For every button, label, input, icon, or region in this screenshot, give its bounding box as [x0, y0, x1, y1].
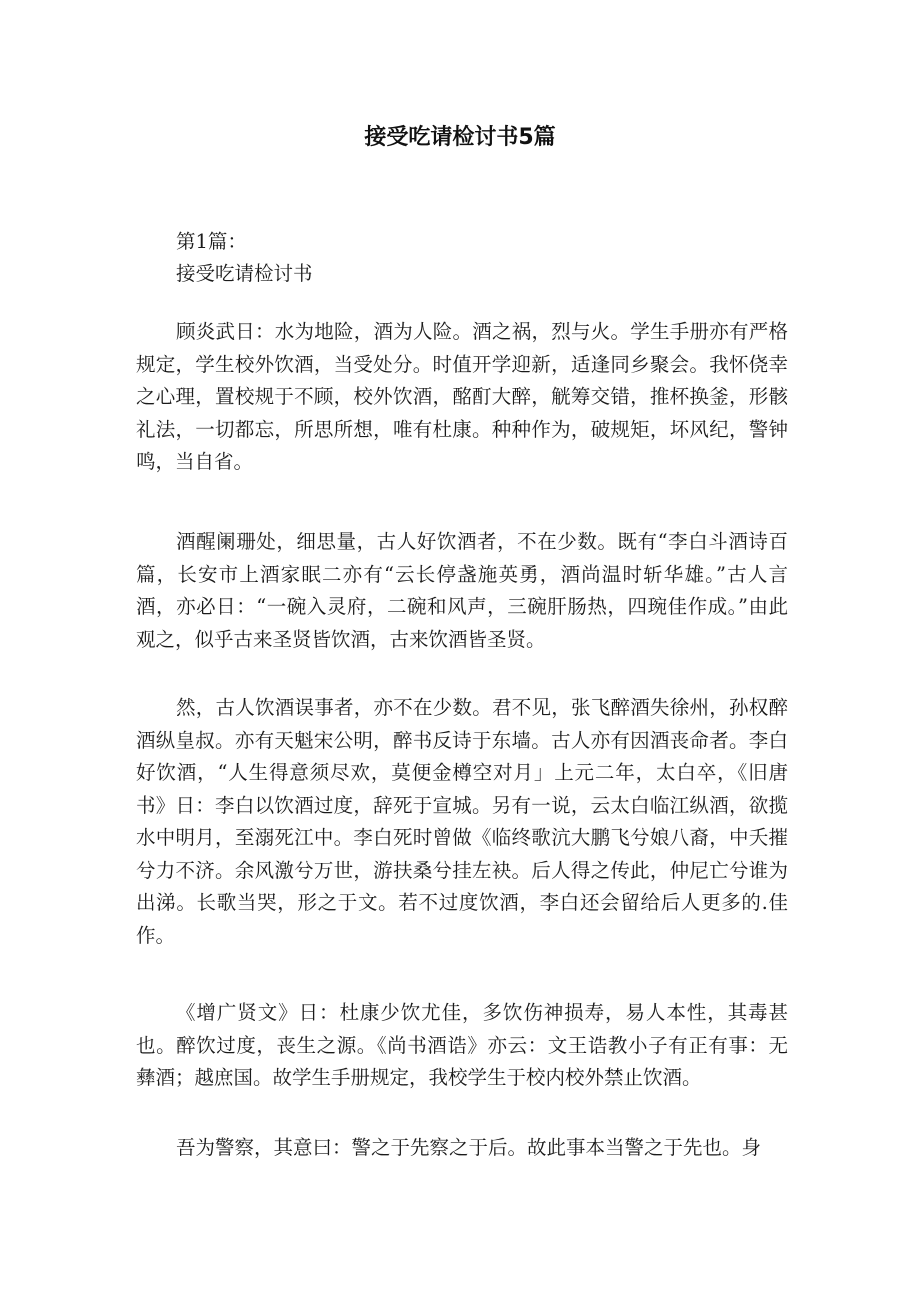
section-label: 第1篇： [176, 230, 247, 253]
paragraph-4-block [136, 997, 788, 1095]
paragraph-5-block [136, 1132, 788, 1165]
document-title: 接受吃请检讨书5篇 [364, 125, 556, 150]
paragraph-2-block [136, 526, 788, 656]
paragraph: 酒醒阑珊处，细思量，古人好饮酒者，不在少数。既有“李白斗酒诗百篇，长安市上酒家眠二亦有“云长停盏施英勇，酒尚温时斩华雄。”古人言酒，亦必日：“一碗入灵府，二碗和风声，三碗肝肠热，四琬佳作成。”由此观之，似乎古来圣贤皆饮酒，古来饮酒皆圣贤。 [136, 530, 788, 651]
paragraph: 吾为警察，其意曰：警之于先察之于后。故此事本当警之于先也。身 [176, 1136, 762, 1159]
paragraph: 然，古人饮酒误事者，亦不在少数。君不见，张飞醉酒失徐州，孙权醉酒纵皇叔。亦有天魁宋公明，醉书反诗于东墙。古人亦有因酒丧命者。李白好饮酒，“人生得意须尽欢，莫便金樽空对月」上元二年，太白卒，《旧唐书》日：李白以饮酒过度，辞死于宣城。另有一说，云太白临江纵酒，欲揽水中明月，至溺死江中。李白死时曾做《临终歌沆大鹏飞兮娘八裔，中夭摧兮力不济。余风激兮万世，游扶桑兮挂左袂。后人得之传此，仲尼亡兮谁为出涕。长歌当哭，形之于文。若不过度饮酒，李白还会留给后人更多的.佳作。 [136, 696, 788, 947]
paragraph-3-block [136, 692, 788, 952]
section-title: 接受吃请检讨书 [176, 262, 313, 285]
paragraph: 顾炎武日：水为地险，酒为人险。酒之祸，烈与火。学生手册亦有严格规定，学生校外饮酒，当受处分。时值开学迎新，适逢同乡聚会。我怀侥幸之心理，置校规于不顾，校外饮酒，酩酊大醉，觥筹交错，推杯换釜，形骸礼法，一切都忘，所思所想，唯有杜康。种种作为，破规矩，坏风纪，警钟鸣，当自省。 [136, 320, 788, 473]
paragraph-1-block [136, 316, 788, 479]
paragraph: 《增广贤文》日：杜康少饮尤佳，多饮伤神损寿，易人本性，其毒甚也。醉饮过度，丧生之源。《尚书酒诰》亦云：文王诰教小子有正有事：无彝酒；越庶国。故学生手册规定，我校学生于校内校外禁止饮酒。 [136, 1001, 788, 1089]
section-header [136, 226, 788, 290]
